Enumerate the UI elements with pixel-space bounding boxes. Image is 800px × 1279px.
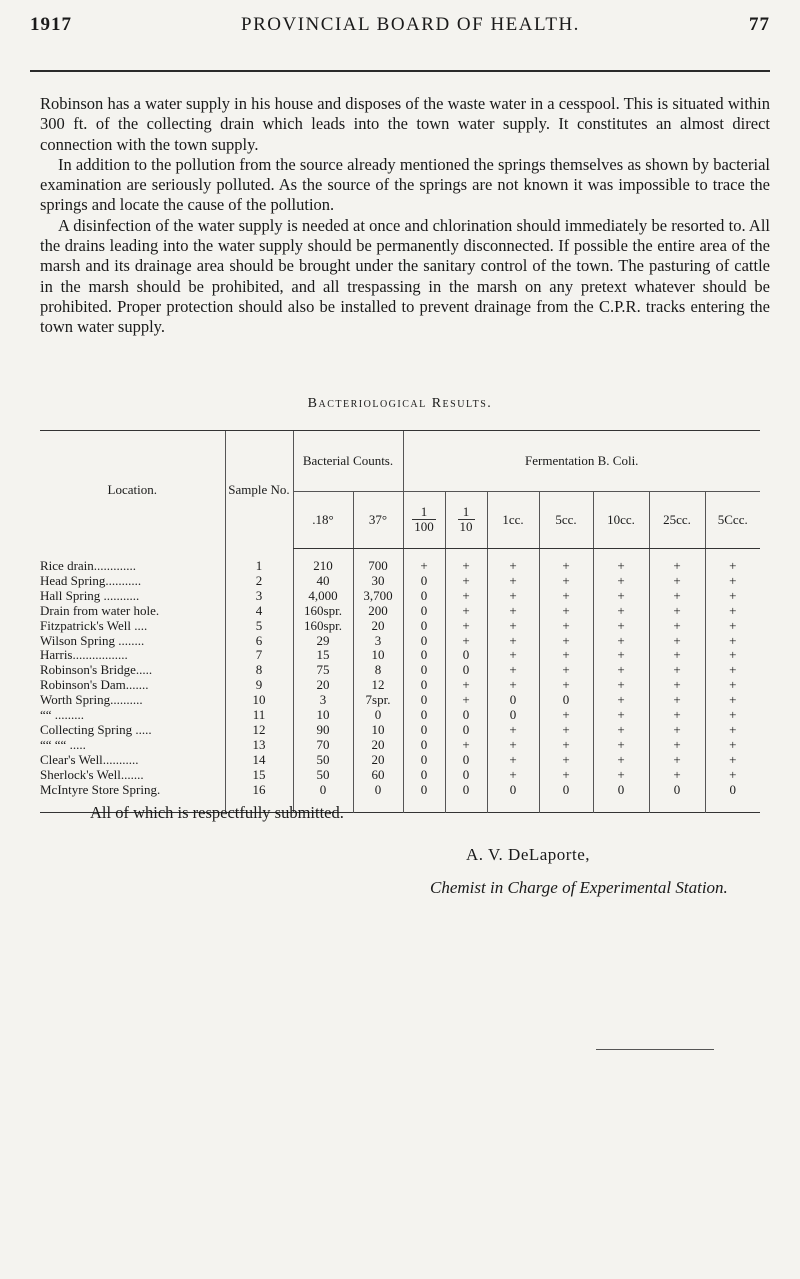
cell-cc1: + <box>487 589 539 604</box>
table-row <box>40 768 760 783</box>
cell-cc10: + <box>593 753 649 768</box>
cell-cc1: 0 <box>487 783 539 812</box>
cell-loc: ““ ““ ..... <box>40 736 86 752</box>
cell-cc10: + <box>593 678 649 693</box>
cell-loc: Robinson's Bridge..... <box>40 662 153 678</box>
cell-cc1: + <box>487 753 539 768</box>
cell-c37: 0 <box>353 783 403 812</box>
cell-no: 2 <box>225 574 293 589</box>
header-fermentation: Fermentation B. Coli. <box>403 431 760 492</box>
paragraph-2: In addition to the pollution from the source already mentioned the springs themselves as shown by bacterial examination are seriously polluted. As the source of the springs are not known it was impossible to trace the springs and locate the cause of the pollution. <box>40 154 770 215</box>
results-body <box>40 549 760 813</box>
cell-cc25: + <box>649 604 705 619</box>
cell-c37: 60 <box>353 768 403 783</box>
cell-c18: 0 <box>293 783 353 812</box>
paragraph-3: A disinfection of the water supply is needed at once and chlorination should immediately be resorted to. All the drains leading into the water supply should be permanently disconnected. If possible the entire area of the marsh and its drainage area should be brought under the sanitary control of the town. The pasturing of cattle in the marsh should be prohibited, and all trespassing in the marsh on any pretext whatever should be prohibited. Proper protection should also be installed to prevent drainage from the C.P.R. tracks entering the town water supply. <box>40 215 770 337</box>
cell-c37: 20 <box>353 738 403 753</box>
cell-cc5: 0 <box>539 783 593 812</box>
header-1cc: 1cc. <box>487 492 539 549</box>
cell-cc50: + <box>705 589 760 604</box>
cell-cc1: + <box>487 648 539 663</box>
cell-cc1: + <box>487 723 539 738</box>
cell-c37: 700 <box>353 549 403 574</box>
cell-no: 5 <box>225 619 293 634</box>
cell-loc: Robinson's Dam....... <box>40 677 149 693</box>
cell-c18: 160spr. <box>293 604 353 619</box>
header-50cc: 5Ccc. <box>705 492 760 549</box>
cell-cc5: + <box>539 768 593 783</box>
cell-cc1: + <box>487 768 539 783</box>
cell-no: 10 <box>225 693 293 708</box>
cell-f100: 0 <box>403 634 445 649</box>
cell-f10: 0 <box>445 648 487 663</box>
body-text <box>40 94 770 338</box>
cell-f10: 0 <box>445 663 487 678</box>
cell-loc: Head Spring........... <box>40 572 142 588</box>
table-row <box>40 574 760 589</box>
cell-no: 7 <box>225 648 293 663</box>
cell-f10: 0 <box>445 708 487 723</box>
cell-cc50: + <box>705 723 760 738</box>
cell-f100: 0 <box>403 619 445 634</box>
cell-cc50: + <box>705 768 760 783</box>
cell-cc50: + <box>705 753 760 768</box>
header-title: PROVINCIAL BOARD OF HEALTH. <box>241 14 580 35</box>
cell-cc1: + <box>487 574 539 589</box>
cell-cc5: + <box>539 723 593 738</box>
cell-f10: + <box>445 738 487 753</box>
cell-c18: 50 <box>293 753 353 768</box>
header-fraction-1-10: $\frac{1}{10}$ <box>445 492 487 549</box>
cell-cc25: + <box>649 574 705 589</box>
cell-cc5: + <box>539 549 593 574</box>
cell-c37: 3 <box>353 634 403 649</box>
table-row <box>40 549 760 574</box>
cell-cc5: + <box>539 663 593 678</box>
cell-cc50: 0 <box>705 783 760 812</box>
cell-cc5: + <box>539 738 593 753</box>
table-row <box>40 604 760 619</box>
footer-rule <box>596 1049 714 1050</box>
cell-no: 6 <box>225 634 293 649</box>
cell-f100: 0 <box>403 663 445 678</box>
cell-cc10: + <box>593 663 649 678</box>
cell-cc10: + <box>593 738 649 753</box>
cell-c37: 20 <box>353 619 403 634</box>
cell-cc25: + <box>649 768 705 783</box>
cell-cc1: + <box>487 634 539 649</box>
cell-c18: 10 <box>293 708 353 723</box>
cell-loc: Collecting Spring ..... <box>40 721 152 737</box>
cell-loc: Worth Spring.......... <box>40 692 143 708</box>
cell-c18: 70 <box>293 738 353 753</box>
cell-c37: 30 <box>353 574 403 589</box>
cell-c37: 200 <box>353 604 403 619</box>
table-row <box>40 738 760 753</box>
cell-c18: 40 <box>293 574 353 589</box>
cell-loc: McIntyre Store Spring. <box>40 781 161 797</box>
table-row <box>40 678 760 693</box>
cell-cc10: + <box>593 589 649 604</box>
cell-cc50: + <box>705 678 760 693</box>
cell-cc25: + <box>649 663 705 678</box>
cell-cc25: + <box>649 678 705 693</box>
cell-cc5: + <box>539 753 593 768</box>
cell-f100: 0 <box>403 753 445 768</box>
cell-loc: Drain from water hole. <box>40 602 160 618</box>
cell-no: 13 <box>225 738 293 753</box>
cell-cc5: + <box>539 634 593 649</box>
cell-loc: Wilson Spring ........ <box>40 632 145 648</box>
cell-c18: 29 <box>293 634 353 649</box>
cell-loc: ““ ......... <box>40 707 85 723</box>
cell-loc: Hall Spring ........... <box>40 587 140 603</box>
cell-f100: 0 <box>403 678 445 693</box>
header-sample-no: Sample No. <box>225 431 293 549</box>
cell-cc50: + <box>705 619 760 634</box>
header-10cc: 10cc. <box>593 492 649 549</box>
cell-c37: 10 <box>353 648 403 663</box>
cell-cc1: + <box>487 619 539 634</box>
cell-cc10: + <box>593 634 649 649</box>
cell-c18: 90 <box>293 723 353 738</box>
table-row <box>40 723 760 738</box>
table-row <box>40 663 760 678</box>
cell-cc50: + <box>705 634 760 649</box>
cell-cc1: + <box>487 738 539 753</box>
cell-no: 11 <box>225 708 293 723</box>
cell-cc10: + <box>593 693 649 708</box>
cell-f100: 0 <box>403 738 445 753</box>
cell-f10: + <box>445 634 487 649</box>
cell-c18: 75 <box>293 663 353 678</box>
cell-cc25: + <box>649 634 705 649</box>
cell-cc25: + <box>649 619 705 634</box>
cell-cc50: + <box>705 648 760 663</box>
cell-no: 16 <box>225 783 293 812</box>
cell-c37: 3,700 <box>353 589 403 604</box>
cell-cc10: 0 <box>593 783 649 812</box>
header-location: Location. <box>40 431 225 549</box>
cell-cc10: + <box>593 619 649 634</box>
cell-loc: Harris................. <box>40 647 128 663</box>
cell-f10: + <box>445 574 487 589</box>
cell-f10: + <box>445 604 487 619</box>
cell-cc1: 0 <box>487 693 539 708</box>
cell-loc: Sherlock's Well....... <box>40 766 144 782</box>
cell-f10: 0 <box>445 768 487 783</box>
cell-cc5: + <box>539 708 593 723</box>
header-page-number: 77 <box>748 14 770 35</box>
cell-cc50: + <box>705 708 760 723</box>
header-bacterial-counts: Bacterial Counts. <box>293 431 403 492</box>
cell-f100: 0 <box>403 768 445 783</box>
cell-cc50: + <box>705 693 760 708</box>
header-rule <box>30 70 770 72</box>
table-row <box>40 619 760 634</box>
cell-f10: + <box>445 619 487 634</box>
cell-cc5: + <box>539 678 593 693</box>
cell-f100: 0 <box>403 783 445 812</box>
cell-f100: 0 <box>403 708 445 723</box>
cell-c18: 160spr. <box>293 619 353 634</box>
cell-cc1: + <box>487 678 539 693</box>
cell-cc25: + <box>649 708 705 723</box>
cell-cc25: + <box>649 738 705 753</box>
cell-no: 3 <box>225 589 293 604</box>
table-row <box>40 753 760 768</box>
cell-f100: 0 <box>403 693 445 708</box>
cell-cc25: + <box>649 648 705 663</box>
cell-c37: 20 <box>353 753 403 768</box>
cell-c18: 15 <box>293 648 353 663</box>
cell-no: 8 <box>225 663 293 678</box>
header-25cc: 25cc. <box>649 492 705 549</box>
header-fraction-1-100: $\frac{1}{100}$ <box>403 492 445 549</box>
cell-loc: Fitzpatrick's Well .... <box>40 617 148 633</box>
cell-c18: 210 <box>293 549 353 574</box>
signature-name: A. V. DeLaporte, <box>466 845 590 864</box>
cell-cc10: + <box>593 708 649 723</box>
cell-cc50: + <box>705 549 760 574</box>
cell-f100: 0 <box>403 604 445 619</box>
cell-cc5: + <box>539 648 593 663</box>
cell-f100: 0 <box>403 648 445 663</box>
cell-f100: + <box>403 549 445 574</box>
cell-cc1: 0 <box>487 708 539 723</box>
cell-f10: + <box>445 678 487 693</box>
cell-cc50: + <box>705 738 760 753</box>
header-18-degrees: .18° <box>293 492 353 549</box>
cell-cc25: + <box>649 753 705 768</box>
table-row <box>40 708 760 723</box>
cell-no: 15 <box>225 768 293 783</box>
cell-f10: + <box>445 589 487 604</box>
cell-f10: 0 <box>445 783 487 812</box>
results-table <box>40 430 760 813</box>
cell-cc10: + <box>593 574 649 589</box>
cell-no: 4 <box>225 604 293 619</box>
table-row <box>40 648 760 663</box>
paragraph-1: Robinson has a water supply in his house and disposes of the waste water in a cesspool. This is situated within 300 ft. of the collecting drain which leads into the town water supply. It constitutes an almost direct connection with the town supply. <box>40 94 770 154</box>
cell-c37: 7spr. <box>353 693 403 708</box>
cell-cc5: 0 <box>539 693 593 708</box>
cell-c37: 0 <box>353 708 403 723</box>
cell-cc10: + <box>593 768 649 783</box>
cell-cc10: + <box>593 648 649 663</box>
cell-cc10: + <box>593 549 649 574</box>
cell-c18: 20 <box>293 678 353 693</box>
cell-cc25: + <box>649 723 705 738</box>
table-row <box>40 589 760 604</box>
cell-no: 12 <box>225 723 293 738</box>
cell-c37: 12 <box>353 678 403 693</box>
cell-c37: 10 <box>353 723 403 738</box>
cell-cc5: + <box>539 589 593 604</box>
cell-cc50: + <box>705 604 760 619</box>
cell-no: 1 <box>225 549 293 574</box>
cell-cc25: + <box>649 589 705 604</box>
cell-no: 14 <box>225 753 293 768</box>
cell-cc5: + <box>539 619 593 634</box>
cell-cc25: + <box>649 549 705 574</box>
cell-cc1: + <box>487 663 539 678</box>
cell-cc25: + <box>649 693 705 708</box>
cell-c18: 50 <box>293 768 353 783</box>
table-row <box>40 693 760 708</box>
cell-cc50: + <box>705 574 760 589</box>
cell-c37: 8 <box>353 663 403 678</box>
cell-loc: Rice drain............. <box>40 557 137 573</box>
cell-cc5: + <box>539 604 593 619</box>
cell-f10: + <box>445 549 487 574</box>
signature-title: Chemist in Charge of Experimental Station. <box>430 878 728 897</box>
page-header <box>30 14 770 36</box>
cell-no: 9 <box>225 678 293 693</box>
cell-cc5: + <box>539 574 593 589</box>
cell-cc10: + <box>593 723 649 738</box>
section-title: Bacteriological Results. <box>307 396 493 411</box>
cell-f100: 0 <box>403 723 445 738</box>
cell-f100: 0 <box>403 589 445 604</box>
header-5cc: 5cc. <box>539 492 593 549</box>
closing-text: All of which is respectfully submitted. <box>90 803 344 822</box>
table-row <box>40 634 760 649</box>
cell-c18: 3 <box>293 693 353 708</box>
cell-loc: Clear's Well........... <box>40 751 139 767</box>
cell-f10: 0 <box>445 723 487 738</box>
cell-cc50: + <box>705 663 760 678</box>
cell-cc10: + <box>593 604 649 619</box>
cell-f10: 0 <box>445 753 487 768</box>
cell-f10: + <box>445 693 487 708</box>
header-year: 1917 <box>30 14 72 35</box>
cell-f100: 0 <box>403 574 445 589</box>
cell-cc1: + <box>487 604 539 619</box>
header-37-degrees: 37° <box>353 492 403 549</box>
cell-cc25: 0 <box>649 783 705 812</box>
cell-c18: 4,000 <box>293 589 353 604</box>
cell-cc1: + <box>487 549 539 574</box>
